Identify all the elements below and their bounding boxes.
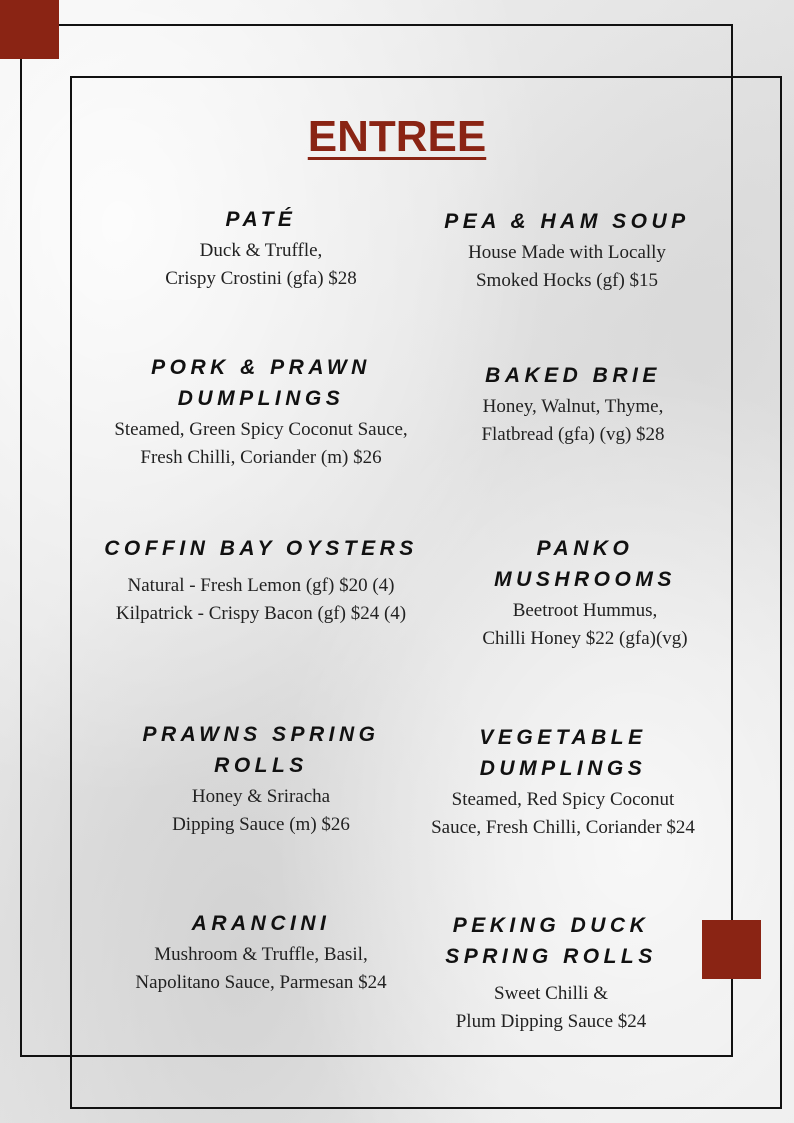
menu-item-peking-duck-spring-rolls bbox=[376, 910, 726, 1036]
menu-item-pate bbox=[84, 204, 438, 293]
item-description: Beetroot Hummus, Chilli Honey $22 (gfa)(vg) bbox=[482, 600, 688, 649]
item-name: COFFIN BAY OYSTERS bbox=[104, 537, 418, 560]
item-description: Sweet Chilli & Plum Dipping Sauce $24 bbox=[455, 983, 647, 1032]
item-description: Steamed, Green Spicy Coconut Sauce, Fresh Chilli, Coriander (m) $26 bbox=[114, 419, 408, 468]
item-description: House Made with Locally Smoked Hocks (gf) $15 bbox=[468, 242, 666, 291]
item-name: PANKO MUSHROOMS bbox=[494, 537, 676, 591]
menu-item-vegetable-dumplings bbox=[388, 722, 738, 842]
menu-item-coffin-bay-oysters bbox=[84, 533, 438, 628]
menu-item-baked-brie bbox=[398, 360, 748, 449]
item-name: PATÉ bbox=[225, 208, 297, 231]
item-description: Mushroom & Truffle, Basil, Napolitano Sauce, Parmesan $24 bbox=[135, 944, 387, 993]
menu-item-prawns-spring-rolls bbox=[84, 719, 438, 839]
item-name: ARANCINI bbox=[191, 912, 331, 935]
item-name: PEKING DUCK SPRING ROLLS bbox=[445, 914, 657, 968]
item-name: VEGETABLE DUMPLINGS bbox=[479, 726, 647, 780]
menu-item-pea-ham-soup bbox=[392, 206, 742, 295]
item-description: Natural - Fresh Lemon (gf) $20 (4) Kilpatrick - Crispy Bacon (gf) $24 (4) bbox=[115, 575, 407, 624]
menu-item-pork-prawn-dumplings bbox=[84, 352, 438, 472]
item-name: PEA & HAM SOUP bbox=[444, 210, 690, 233]
menu-title: ENTREE bbox=[307, 112, 487, 161]
accent-square-top-left bbox=[0, 0, 59, 59]
item-description: Steamed, Red Spicy Coconut Sauce, Fresh Chilli, Coriander $24 bbox=[431, 789, 695, 838]
menu-item-panko-mushrooms bbox=[410, 533, 760, 653]
item-name: PORK & PRAWN DUMPLINGS bbox=[151, 356, 371, 410]
item-description: Honey & Sriracha Dipping Sauce (m) $26 bbox=[172, 786, 350, 835]
item-name: BAKED BRIE bbox=[485, 364, 661, 387]
item-description: Honey, Walnut, Thyme, Flatbread (gfa) (vg) $28 bbox=[481, 396, 665, 445]
item-name: PRAWNS SPRING ROLLS bbox=[142, 723, 380, 777]
item-description: Duck & Truffle, Crispy Crostini (gfa) $28 bbox=[165, 240, 357, 289]
